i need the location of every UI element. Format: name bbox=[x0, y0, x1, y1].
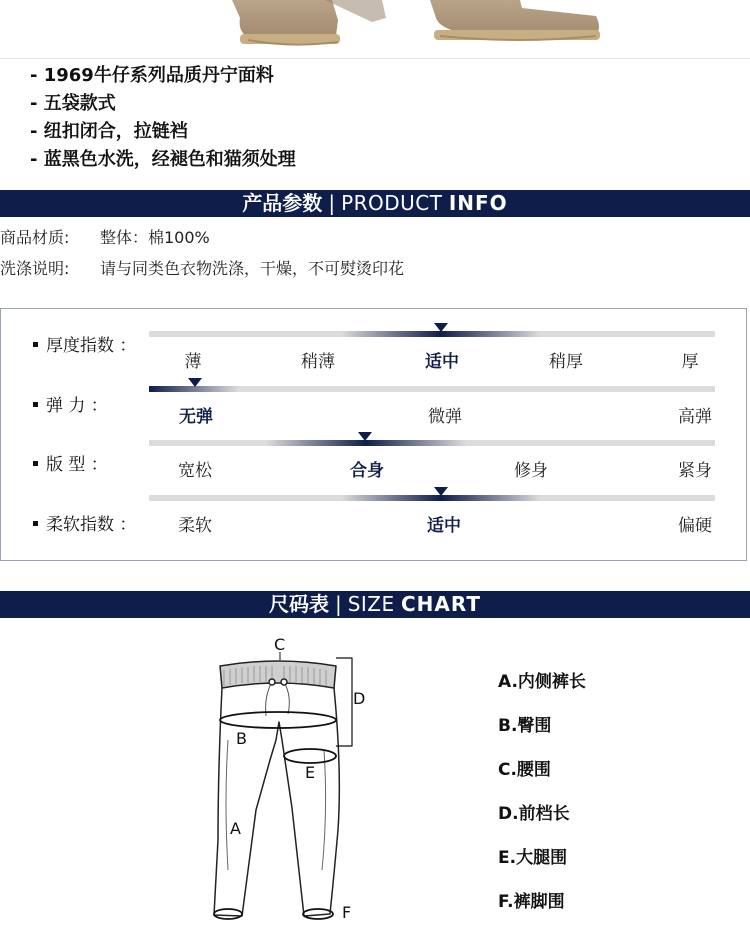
thickness-label: 厚度指数 ： bbox=[33, 331, 136, 356]
meter-option: 厚 bbox=[681, 352, 699, 372]
meter-option: 修身 bbox=[514, 461, 548, 481]
diagram-letter-f: F bbox=[342, 903, 352, 922]
meter-option: 高弹 bbox=[678, 407, 712, 427]
diagram-letter-c: C bbox=[274, 635, 286, 654]
fit-label: 版 型 ： bbox=[33, 450, 108, 475]
legend-item: D.前档长 bbox=[498, 804, 570, 824]
banner-title-en: SIZE bbox=[347, 592, 395, 616]
diagram-letter-e: E bbox=[305, 763, 316, 782]
feature-item: - 纽扣闭合，拉链裆 bbox=[30, 121, 188, 142]
meter-option: 微弹 bbox=[428, 407, 462, 427]
material-value: 整体：棉100% bbox=[100, 228, 210, 247]
meter-option-selected: 合身 bbox=[350, 461, 384, 481]
meter-option: 稍厚 bbox=[549, 352, 583, 372]
attribute-meters bbox=[0, 308, 747, 561]
meter-option: 稍薄 bbox=[301, 352, 335, 372]
meter-option: 偏硬 bbox=[678, 516, 712, 536]
meter-option-selected: 无弹 bbox=[179, 407, 213, 427]
material-row bbox=[0, 225, 210, 248]
material-label: 商品材质: bbox=[0, 228, 70, 247]
feature-item: - 蓝黑色水洗，经褪色和猫须处理 bbox=[30, 149, 296, 170]
product-info-banner bbox=[0, 190, 750, 217]
banner-title-cn: 尺码表 bbox=[268, 592, 329, 616]
banner-title-cn: 产品参数 bbox=[242, 191, 323, 215]
meter-option: 紧身 bbox=[678, 461, 712, 481]
feature-list bbox=[30, 62, 296, 174]
washing-value: 请与同类色衣物洗涤，干燥，不可熨烫印花 bbox=[100, 259, 405, 278]
diagram-letter-d: D bbox=[353, 689, 366, 708]
banner-title-en-bold: CHART bbox=[401, 592, 482, 616]
meter-option-selected: 适中 bbox=[427, 516, 461, 536]
legend-item: C.腰围 bbox=[498, 760, 551, 780]
diagram-letter-b: B bbox=[236, 729, 247, 748]
elasticity-label: 弹 力 ： bbox=[33, 391, 108, 416]
meter-option: 宽松 bbox=[178, 461, 212, 481]
meter-option: 柔软 bbox=[178, 516, 212, 536]
diagram-letter-a: A bbox=[230, 819, 241, 838]
legend-item: B.臀围 bbox=[498, 716, 552, 736]
product-photo bbox=[0, 0, 750, 59]
banner-separator: | bbox=[328, 191, 336, 215]
meter-option-selected: 适中 bbox=[425, 352, 459, 372]
legend-item: E.大腿围 bbox=[498, 848, 568, 868]
banner-title-en: PRODUCT bbox=[341, 191, 443, 215]
legend-item: A.内侧裤长 bbox=[498, 672, 586, 692]
softness-label: 柔软指数 ： bbox=[33, 510, 136, 535]
thickness-pointer bbox=[434, 323, 448, 332]
boots-image bbox=[0, 0, 750, 58]
banner-separator: | bbox=[334, 592, 342, 616]
washing-row bbox=[0, 256, 405, 279]
washing-label: 洗涤说明: bbox=[0, 259, 70, 278]
pants-diagram bbox=[200, 630, 380, 930]
feature-item: - 1969牛仔系列品质丹宁面料 bbox=[30, 65, 274, 86]
legend-item: F.裤脚围 bbox=[498, 892, 565, 912]
elasticity-pointer bbox=[188, 378, 202, 387]
fit-pointer bbox=[358, 432, 372, 441]
softness-pointer bbox=[434, 487, 448, 496]
size-chart-banner bbox=[0, 591, 750, 618]
meter-option: 薄 bbox=[184, 352, 202, 372]
feature-item: - 五袋款式 bbox=[30, 93, 116, 114]
banner-title-en-bold: INFO bbox=[448, 191, 508, 215]
